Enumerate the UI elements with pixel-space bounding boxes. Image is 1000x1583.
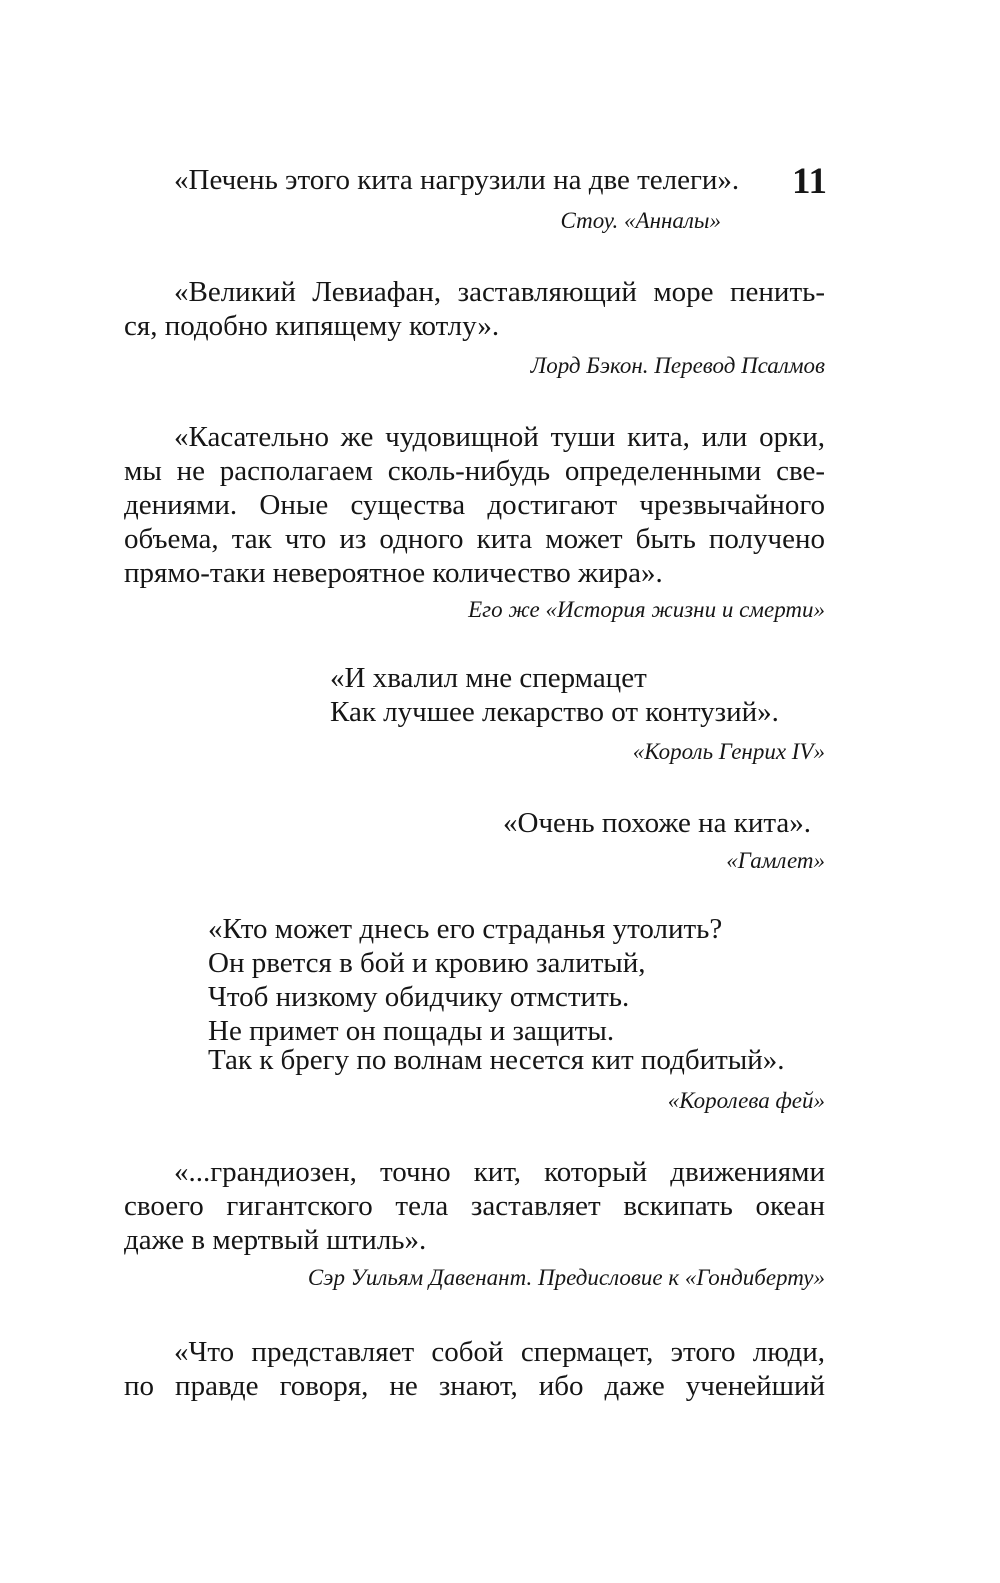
- quote-bacon-psalms-line: «Великий Левиафан, заставляющий море пенить-: [174, 276, 825, 308]
- quote-faerie-source: «Королева фей»: [667, 1088, 825, 1113]
- quote-davenant-line: даже в мертвый штиль».: [124, 1224, 427, 1256]
- quote-bacon-psalms-source: Лорд Бэкон. Перевод Псалмов: [530, 353, 825, 378]
- quote-henry-line: Как лучшее лекарство от контузий».: [330, 696, 779, 728]
- quote-stow-text: «Печень этого кита нагрузили на две телеги».: [174, 164, 740, 196]
- quote-faerie-line: Он рвется в бой и кровию залитый,: [208, 947, 646, 979]
- quote-bacon-psalms-line: ся, подобно кипящему котлу».: [124, 310, 500, 342]
- quote-stow-source: Стоу. «Анналы»: [560, 208, 721, 233]
- quote-henry-source: «Король Генрих IV»: [632, 739, 825, 764]
- quote-bacon-history-line: объема, так что из одного кита может быть получено: [124, 523, 825, 555]
- quote-bacon-history-line: «Касательно же чудовищной туши кита, или орки,: [174, 421, 825, 453]
- quote-bacon-history-line: прямо-таки невероятное количество жира».: [124, 557, 663, 589]
- quote-davenant-line: «...грандиозен, точно кит, который движениями: [174, 1156, 825, 1188]
- quote-bacon-history-line: дениями. Оные существа достигают чрезвычайного: [124, 489, 825, 521]
- quote-davenant-line: своего гигантского тела заставляет вскипать океан: [124, 1190, 825, 1222]
- quote-henry-line: «И хвалил мне спермацет: [330, 662, 647, 694]
- quote-spermaceti-line: «Что представляет собой спермацет, этого люди,: [174, 1336, 825, 1368]
- quote-faerie-line: Так к брегу по волнам несется кит подбитый».: [208, 1044, 785, 1076]
- quote-bacon-history-source: Его же «История жизни и смерти»: [468, 597, 825, 622]
- quote-faerie-line: Чтоб низкому обидчику отмстить.: [208, 981, 630, 1013]
- quote-hamlet-source: «Гамлет»: [726, 848, 825, 873]
- quote-faerie-line: «Кто может днесь его страданья утолить?: [208, 913, 723, 945]
- quote-hamlet-line: «Очень похоже на кита».: [503, 807, 812, 839]
- quote-bacon-history-line: мы не располагаем сколь-нибудь определенными све-: [124, 455, 825, 487]
- quote-davenant-source: Сэр Уильям Давенант. Предисловие к «Гондиберту»: [307, 1265, 825, 1290]
- page-number: 11: [792, 161, 827, 202]
- quote-spermaceti-line: по правде говоря, не знают, ибо даже ученейший: [124, 1370, 825, 1402]
- quote-faerie-line: Не примет он пощады и защиты.: [208, 1015, 615, 1047]
